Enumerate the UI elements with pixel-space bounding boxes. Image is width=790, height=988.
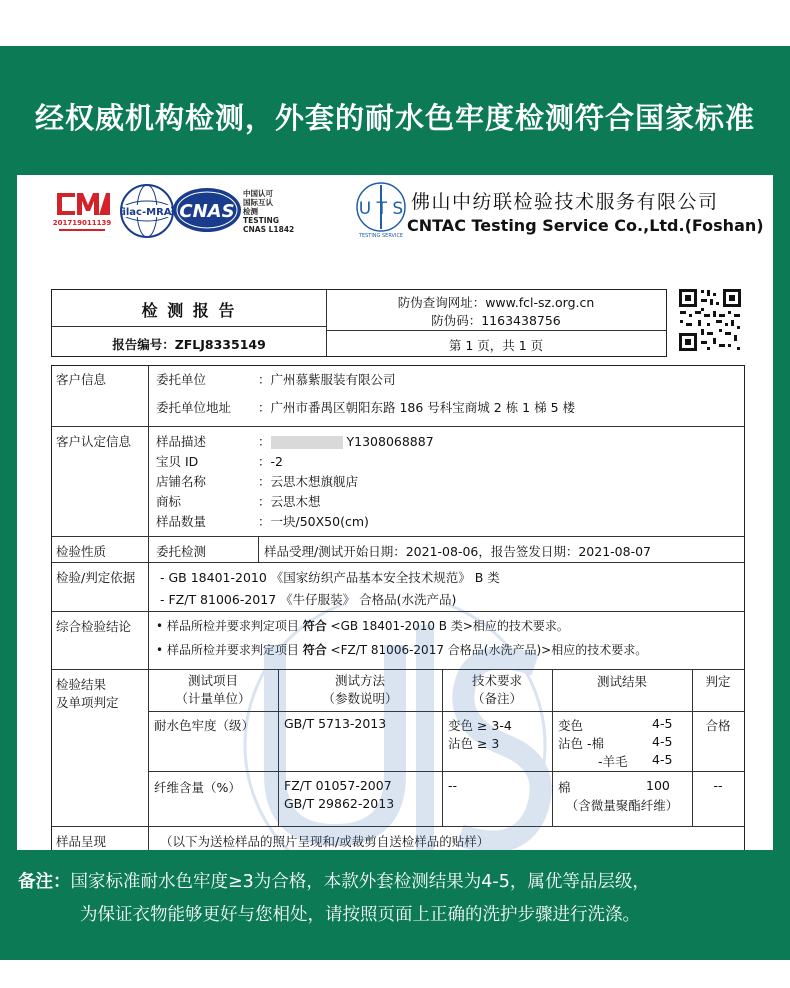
client-unit-value: ：广州慕紫服装有限公司 [258, 372, 396, 387]
results-label-2: 及单项判定 [56, 695, 119, 710]
r1-item: 耐水色牢度（级） [154, 718, 255, 733]
confirm-info-label: 客户认定信息 [56, 434, 132, 449]
col-header-result: 测试结果 [596, 674, 647, 689]
cnas-line: 中国认可 [243, 189, 273, 198]
basis-label: 检验/判定依据 [56, 570, 136, 585]
sample-presentation-label: 样品呈现 [56, 834, 107, 849]
report-header-box [51, 289, 667, 357]
r1-result-3-value: 4-5 [652, 752, 673, 767]
ilac-text: ilac-MRA [122, 207, 172, 218]
footnote-label: 备注： [18, 872, 71, 892]
basis-item-1: - GB 18401-2010 《国家纺织产品基本安全技术规范》 B 类 [160, 570, 500, 585]
r1-requirement-2: 沾色 ≥ 3 [448, 736, 500, 751]
r2-judge: -- [713, 778, 723, 793]
brand-value: ：云思木想 [258, 494, 321, 509]
shop-name-value: ：云思木想旗舰店 [258, 474, 359, 489]
r2-result-note: （含微量聚酯纤维） [565, 798, 679, 813]
conclusion-text: • 样品所检并要求判定项目 [156, 619, 303, 633]
header-line: 测试项目 [187, 673, 238, 688]
conclusion-bold: 符合 [302, 643, 327, 657]
baobei-id-value: ：-2 [258, 454, 283, 469]
report-sheet [17, 175, 773, 850]
r1-method: GB/T 5713-2013 [284, 716, 387, 731]
header-line: 技术要求 [471, 673, 522, 688]
r1-result-2-key: 沾色 -棉 [558, 736, 604, 751]
footnote-line-1 [18, 866, 788, 899]
footnote [18, 866, 788, 932]
client-address-key: 委托单位地址 [156, 400, 232, 415]
r2-requirement: -- [448, 778, 458, 793]
sample-qty-key: 样品数量 [156, 514, 207, 529]
company-name-en: CNTAC Testing Service Co.,Ltd.(Foshan) [407, 216, 764, 235]
sample-qty-value: ：一块/50X50(cm) [258, 514, 369, 529]
baobei-id-key: 宝贝 ID [156, 454, 199, 469]
cnas-logo [172, 187, 242, 233]
test-nature-value: 委托检测 [156, 544, 207, 559]
sample-desc-code: Y1308068887 [346, 434, 434, 449]
client-unit-key: 委托单位 [156, 372, 207, 387]
cnas-line: CNAS L1842 [243, 225, 295, 234]
brand-key: 商标 [156, 494, 182, 509]
client-address-value: ：广州市番禺区朝阳东路 186 号科宝商城 2 栋 1 梯 5 楼 [258, 400, 576, 415]
cnas-line: 检测 [243, 207, 258, 216]
header-line: 测试方法 [334, 673, 385, 688]
bottom-white-band [0, 960, 790, 988]
header-line: （备注） [471, 691, 522, 706]
page-indicator: 第 1 页，共 1 页 [448, 338, 544, 353]
ilac-mra-logo [115, 183, 179, 239]
r1-judge: 合格 [705, 718, 731, 733]
cnas-small-text [243, 189, 294, 234]
anti-fake-url: 防伪查询网址：www.fcl-sz.org.cn [397, 295, 595, 310]
cnas-line: 国际互认 [243, 198, 273, 207]
client-info-label: 客户信息 [56, 372, 107, 387]
redacted-text [271, 436, 343, 449]
uts-logo [355, 181, 407, 239]
results-label: 检验结果 [56, 677, 107, 692]
sample-desc-value [258, 432, 434, 450]
r1-result-1-value: 4-5 [652, 716, 673, 731]
report-number: 报告编号：ZFLJ8335149 [112, 337, 266, 352]
r2-result-key: 棉 [558, 780, 571, 795]
cnas-text: CNAS [179, 201, 235, 222]
top-white-band [0, 0, 790, 46]
r2-item: 纤维含量（%） [154, 780, 241, 795]
uts-text: U T S [358, 199, 404, 219]
cma-number: 201719011139 [53, 219, 111, 227]
header-line: （参数说明） [322, 691, 398, 706]
cma-logo [53, 187, 111, 235]
cnas-line: TESTING [243, 216, 279, 225]
conclusion-label: 综合检验结论 [56, 619, 132, 634]
page-headline: 经权威机构检测，外套的耐水色牢度检测符合国家标准 [34, 101, 755, 135]
r1-result-3-key: -羊毛 [598, 754, 628, 769]
footnote-line-2: 为保证衣物能够更好与您相处，请按照页面上正确的洗护步骤进行洗涤。 [80, 905, 640, 925]
basis-item-2: - FZ/T 81006-2017 《牛仔服装》 合格品(水洗产品) [160, 592, 457, 607]
sample-desc-key: 样品描述 [156, 434, 207, 449]
r2-method-2: GB/T 29862-2013 [284, 796, 395, 811]
r2-method-1: FZ/T 01057-2007 [284, 778, 392, 793]
col-header-judge: 判定 [705, 674, 731, 689]
conclusion-bold: 符合 [302, 619, 327, 633]
company-name-cn: 佛山中纺联检验技术服务有限公司 [411, 191, 719, 213]
report-title: 检 测 报 告 [141, 301, 237, 320]
r1-result-2-value: 4-5 [652, 734, 673, 749]
sample-presentation-note: （以下为送检样品的照片呈现和/或裁剪自送检样品的贴样） [160, 834, 490, 849]
r1-requirement-1: 变色 ≥ 3-4 [448, 718, 512, 733]
conclusion-text: <FZ/T 81006-2017 合格品(水洗产品)>相应的技术要求。 [326, 643, 648, 657]
shop-name-key: 店铺名称 [156, 474, 207, 489]
sample-desc-colon: ： [258, 434, 271, 449]
uts-watermark [235, 605, 555, 850]
test-nature-label: 检验性质 [56, 544, 107, 559]
conclusion-text: • 样品所检并要求判定项目 [156, 643, 303, 657]
uts-small-text: TESTING SERVICE [358, 233, 404, 239]
qr-code [677, 287, 743, 353]
r1-result-1-key: 变色 [558, 718, 584, 733]
test-dates: 样品受理/测试开始日期：2021-08-06，报告签发日期：2021-08-07 [264, 544, 652, 559]
conclusion-text: <GB 18401-2010 B 类>相应的技术要求。 [326, 619, 569, 633]
anti-fake-code: 防伪码：1163438756 [431, 313, 561, 328]
header-line: （计量单位） [175, 691, 251, 706]
r2-result-value: 100 [646, 778, 670, 793]
footnote-text: 国家标准耐水色牢度≥3为合格，本款外套检测结果为4-5，属优等品层级， [70, 872, 650, 892]
